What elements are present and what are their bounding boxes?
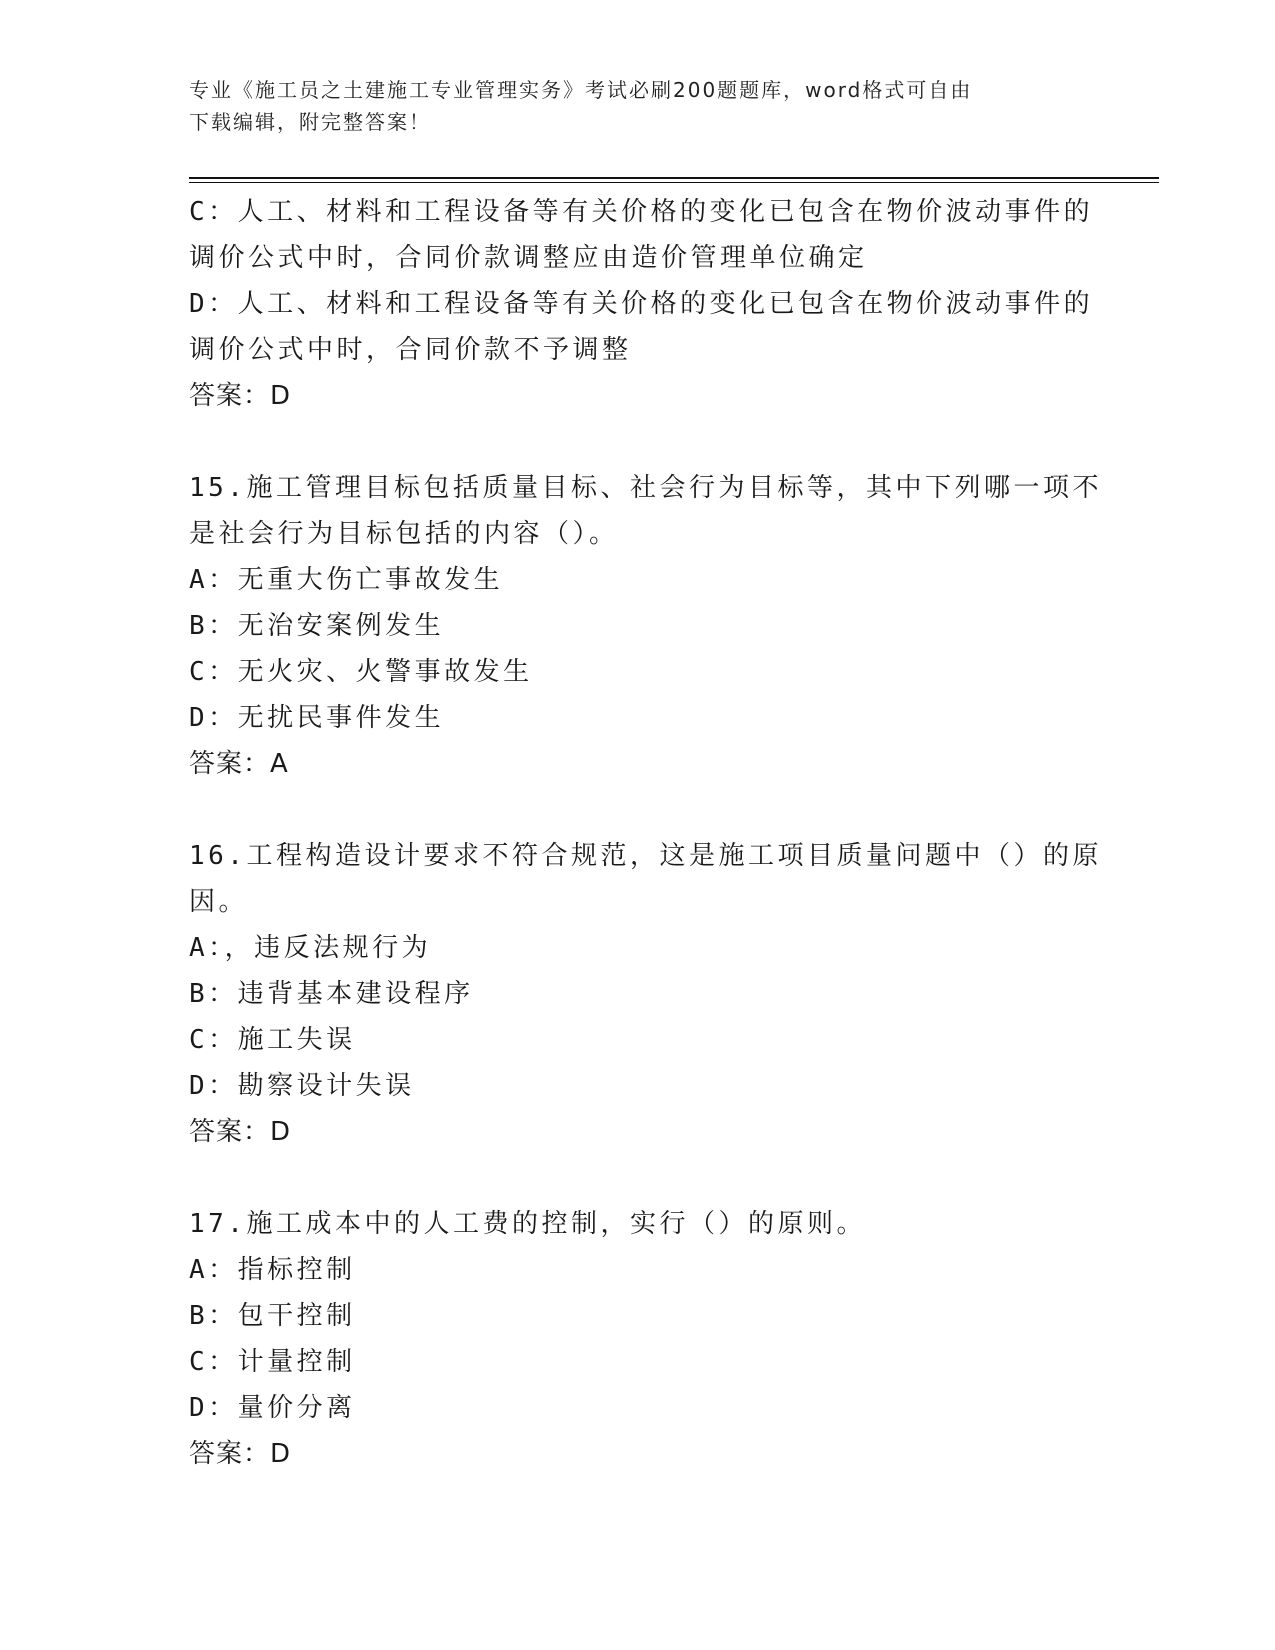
answer-label: 答案：A [189, 749, 289, 779]
option-c: C：计量控制 [189, 1347, 356, 1377]
option-d-line-1: D：人工、材料和工程设备等有关价格的变化已包含在物价波动事件的 [189, 289, 1094, 319]
header-rule-thick [189, 177, 1159, 179]
question-stem-line-2: 因。 [189, 887, 249, 917]
header-rule-thin [189, 182, 1159, 183]
option-a: A：无重大伤亡事故发生 [189, 565, 504, 595]
question-16 [189, 833, 1102, 1155]
option-a: A：指标控制 [189, 1255, 356, 1285]
question-stem-line-1: 15.施工管理目标包括质量目标、社会行为目标等，其中下列哪一项不 [189, 473, 1102, 503]
header-line-2: 下载编辑，附完整答案！ [189, 110, 431, 134]
question-17 [189, 1201, 1089, 1477]
option-c-line-1: C：人工、材料和工程设备等有关价格的变化已包含在物价波动事件的 [189, 197, 1094, 227]
option-c: C：无火灾、火警事故发生 [189, 657, 533, 687]
option-c-line-2: 调价公式中时，合同价款调整应由造价管理单位确定 [189, 243, 868, 273]
option-c: C：施工失误 [189, 1025, 356, 1055]
option-b: B：无治安案例发生 [189, 611, 445, 641]
document-header [189, 74, 1069, 138]
option-b: B：包干控制 [189, 1301, 356, 1331]
question-stem-line-1: 16.工程构造设计要求不符合规范，这是施工项目质量问题中（）的原 [189, 841, 1102, 871]
option-a: A：，违反法规行为 [189, 933, 432, 963]
option-d: D：量价分离 [189, 1393, 356, 1423]
spacer [189, 1155, 1089, 1201]
option-d-line-2: 调价公式中时，合同价款不予调整 [189, 335, 632, 365]
question-stem-line-1: 17.施工成本中的人工费的控制，实行（）的原则。 [189, 1209, 866, 1239]
spacer [189, 419, 1089, 465]
spacer [189, 787, 1089, 833]
question-15 [189, 465, 1102, 787]
option-d: D：无扰民事件发生 [189, 703, 445, 733]
document-body [189, 189, 1102, 1477]
question-14-tail [189, 189, 1094, 419]
question-stem-line-2: 是社会行为目标包括的内容（）。 [189, 519, 619, 549]
answer-label: 答案：D [189, 1439, 292, 1469]
option-d: D：勘察设计失误 [189, 1071, 415, 1101]
option-b: B：违背基本建设程序 [189, 979, 474, 1009]
answer-label: 答案：D [189, 1117, 292, 1147]
header-line-1: 专业《施工员之土建施工专业管理实务》考试必刷200题题库，word格式可自由 [189, 78, 973, 102]
answer-label: 答案：D [189, 381, 292, 411]
